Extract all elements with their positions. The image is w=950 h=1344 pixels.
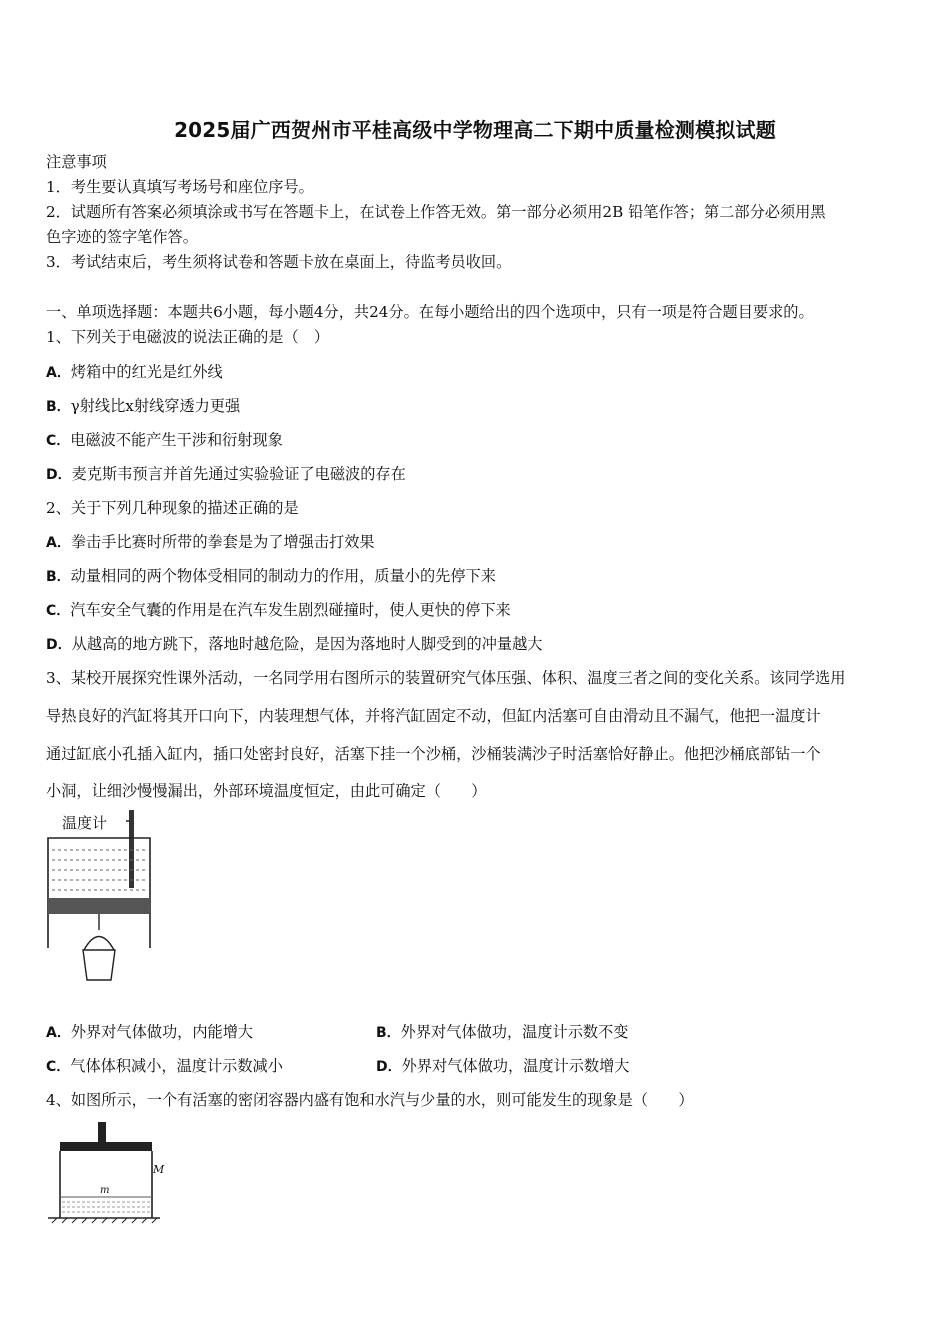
notice-item-3: 3．考试结束后，考生须将试卷和答题卡放在桌面上，待监考员收回。 xyxy=(46,253,512,271)
option-label: A． xyxy=(46,1025,71,1041)
option-text: γ射线比x射线穿透力更强 xyxy=(70,397,241,415)
q3-stem-line-2: 导热良好的汽缸将其开口向下，内装理想气体，并将汽缸固定不动，但缸内活塞可自由滑动且不漏气，他把一温度计 xyxy=(46,707,821,725)
q1-option-b xyxy=(46,396,240,417)
q3-option-b xyxy=(376,1022,628,1043)
option-text: 外界对气体做功，温度计示数不变 xyxy=(400,1023,629,1041)
notice-item-2: 2．试题所有答案必须填涂或书写在答题卡上，在试卷上作答无效。第一部分必须用2B 铅笔作答；第二部分必须用黑 xyxy=(46,203,826,221)
q2-option-c xyxy=(46,600,511,621)
option-label: D． xyxy=(46,467,72,483)
q2-stem: 2、关于下列几种现象的描述正确的是 xyxy=(46,499,299,517)
q3-stem-line-3: 通过缸底小孔插入缸内，插口处密封良好，活塞下挂一个沙桶，沙桶装满沙子时活塞恰好静止。他把沙桶底部钻一个 xyxy=(46,745,821,763)
option-label: B． xyxy=(376,1025,401,1041)
q2-option-d xyxy=(46,634,542,655)
option-text: 电磁波不能产生干涉和衍射现象 xyxy=(70,431,283,449)
option-label: A． xyxy=(46,535,71,551)
q3-stem-line-1: 3、某校开展探究性课外活动，一名同学用右图所示的装置研究气体压强、体积、温度三者之间的变化关系。该同学选用 xyxy=(46,669,846,687)
option-text: 麦克斯韦预言并首先通过实验验证了电磁波的存在 xyxy=(71,465,406,483)
option-label: C． xyxy=(46,1059,71,1075)
q4-stem: 4、如图所示，一个有活塞的密闭容器内盛有饱和水汽与少量的水，则可能发生的现象是（ ） xyxy=(46,1091,694,1109)
option-text: 外界对气体做功，内能增大 xyxy=(70,1023,254,1041)
option-label: D． xyxy=(376,1059,402,1075)
q1-stem: 1、下列关于电磁波的说法正确的是（ ） xyxy=(46,328,330,346)
q2-option-b xyxy=(46,566,496,587)
q1-option-c xyxy=(46,430,283,451)
option-label: B． xyxy=(46,569,71,585)
label-m-lower: m xyxy=(100,1185,110,1196)
option-label: B． xyxy=(46,399,71,415)
option-text: 外界对气体做功，温度计示数增大 xyxy=(401,1057,630,1075)
notice-heading: 注意事项 xyxy=(46,153,107,171)
option-text: 从越高的地方跳下，落地时越危险，是因为落地时人脚受到的冲量越大 xyxy=(71,635,543,653)
label-m-upper: M xyxy=(153,1163,165,1176)
thermometer-label: 温度计 xyxy=(62,814,108,832)
q3-stem-line-4: 小洞，让细沙慢慢漏出，外部环境温度恒定，由此可确定（ ） xyxy=(46,782,487,800)
q1-option-a xyxy=(46,362,223,383)
notice-item-1: 1．考生要认真填写考场号和座位序号。 xyxy=(46,178,314,196)
notice-item-2-cont: 色字迹的签字笔作答。 xyxy=(46,228,198,246)
option-text: 拳击手比赛时所带的拳套是为了增强击打效果 xyxy=(70,533,375,551)
q3-option-a xyxy=(46,1022,253,1043)
section-heading: 一、单项选择题：本题共6小题，每小题4分，共24分。在每小题给出的四个选项中，只有一项是符合题目要求的。 xyxy=(46,303,814,321)
page-title: 2025届广西贺州市平桂高级中学物理高二下期中质量检测模拟试题 xyxy=(174,118,776,142)
option-label: C． xyxy=(46,603,71,619)
option-label: C． xyxy=(46,433,71,449)
q1-option-d xyxy=(46,464,406,485)
option-text: 气体体积减小，温度计示数减小 xyxy=(70,1057,283,1075)
q3-option-d xyxy=(376,1056,629,1077)
option-text: 动量相同的两个物体受相同的制动力的作用，质量小的先停下来 xyxy=(70,567,496,585)
cylinder-figure xyxy=(40,808,170,988)
option-text: 汽车安全气囊的作用是在汽车发生剧烈碰撞时，使人更快的停下来 xyxy=(70,601,511,619)
q3-option-c xyxy=(46,1056,283,1077)
option-label: D． xyxy=(46,637,72,653)
option-text: 烤箱中的红光是红外线 xyxy=(70,363,223,381)
option-label: A． xyxy=(46,365,71,381)
q2-option-a xyxy=(46,532,375,553)
